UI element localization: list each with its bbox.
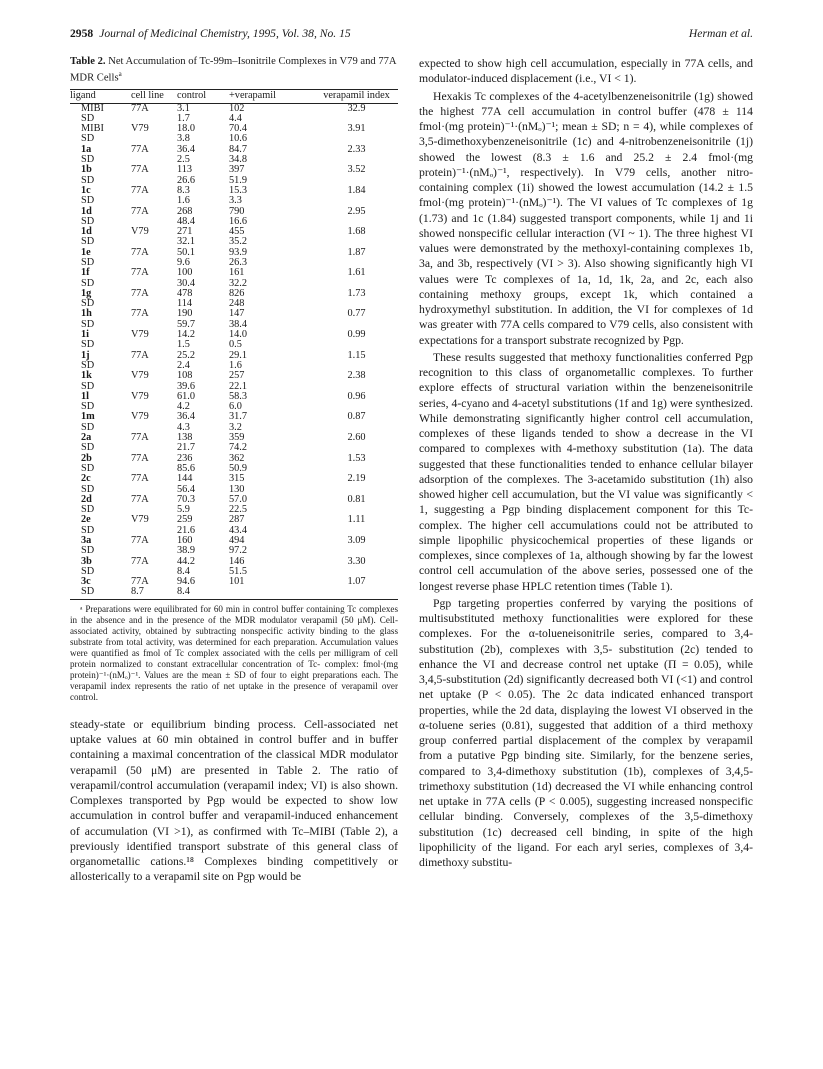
- table-cell-verapamil: 826: [229, 287, 245, 299]
- table-cell-control: 4.2: [177, 401, 190, 413]
- table-cell-vi: [315, 587, 398, 599]
- table-cell-verapamil: 14.0: [229, 329, 248, 341]
- table-cell-cell: 77A: [131, 164, 149, 176]
- table-cell-ligand: 2d: [81, 493, 92, 505]
- table-cell-ligand: SD: [81, 380, 95, 392]
- table-cell-control: 39.6: [177, 380, 196, 392]
- table-cell-cell: 77A: [131, 102, 149, 114]
- col-header-verapamil: +verapamil: [229, 89, 276, 101]
- table-cell-control: 190: [177, 308, 193, 320]
- table-cell-ligand: SD: [81, 483, 95, 495]
- table-caption: [70, 56, 398, 85]
- table-cell-cell: 77A: [131, 205, 149, 217]
- table-cell-verapamil: 34.8: [229, 154, 248, 166]
- table-cell-verapamil: 248: [229, 298, 245, 310]
- table-cell-control: 56.4: [177, 483, 196, 495]
- table-cell-cell: V79: [131, 226, 149, 238]
- table-cell-vi: [315, 196, 398, 206]
- table-cell-verapamil: 84.7: [229, 143, 248, 155]
- table-cell-verapamil: 16.6: [229, 215, 248, 227]
- left-body-text: steady-state or equilibrium binding process. Cell-associated net uptake values at 60 min obtained in control buffer and in buffer containing a maximal concentration of the classical MDR modulator verapamil (50 μM) are presented in Table 2. The ratio of verapamil/control accumulation (verapamil index; VI) is also shown. Complexes transported by Pgp would be expected to show low accumulation in control buffer and verapamil-induced enhancement of accumulation (VI >1), as confirmed with Tc–MIBI (Table 2), a previously identified transport substrate of this general class of organometallic cations.¹⁸ Complexes binding competitively or allosterically to a verapamil site on Pgp would be: [70, 717, 398, 884]
- table-cell-verapamil: 287: [229, 514, 245, 526]
- table-cell-control: 1.6: [177, 195, 190, 207]
- table-cell-control: 100: [177, 267, 193, 279]
- table-cell-cell: V79: [131, 390, 149, 402]
- table-cell-ligand: SD: [81, 174, 95, 186]
- table-cell-cell: 8.7: [131, 587, 177, 599]
- table-cell-ligand: MIBI: [81, 102, 104, 114]
- table-cell-ligand: SD: [81, 112, 95, 124]
- table-cell-ligand: 1h: [81, 308, 92, 320]
- table-cell-control: 8.4: [177, 565, 190, 577]
- table-cell-ligand: SD: [70, 587, 131, 599]
- table-cell-verapamil: 29.1: [229, 349, 248, 361]
- table-cell-verapamil: 38.4: [229, 318, 248, 330]
- table-cell-ligand: SD: [81, 215, 95, 227]
- table-cell-ligand: 1j: [81, 349, 90, 361]
- table-cell-control: 478: [177, 287, 193, 299]
- table-cell-control: 32.1: [177, 236, 196, 248]
- table-cell-ligand: 2e: [81, 514, 91, 526]
- table-cell-verapamil: 93.9: [229, 246, 248, 258]
- table-cell-control: 30.4: [177, 277, 196, 289]
- table-cell-ligand: 1a: [81, 143, 92, 155]
- table-cell-ligand: 2c: [81, 473, 91, 485]
- table-cell-verapamil: 161: [229, 267, 245, 279]
- table-cell-ligand: 1m: [81, 411, 95, 423]
- table-cell-ligand: SD: [81, 318, 95, 330]
- table-cell-verapamil: 10.6: [229, 133, 248, 145]
- table-cell-ligand: SD: [81, 565, 95, 577]
- table-cell-cell: 77A: [131, 432, 149, 444]
- table-cell-verapamil: 146: [229, 555, 245, 567]
- right-column: [419, 56, 753, 870]
- table-cell-cell: 77A: [131, 452, 149, 464]
- table-cell-cell: V79: [131, 411, 149, 423]
- table-footnote: ᵃ Preparations were equilibrated for 60 min in control buffer containing Tc complexes in the absence and in the presence of the MDR modulator verapamil (50 μM). Cell-associated activity, obtained by subtracting nonspecific activity binding to the glass substrate from total activity, was determined for each preparation. Accumulation values were quantified as fmol of Tc complex associated with the cells per milligram of cell protein normalized to constant extracellular concentration of Tc- complex: fmol·(mg protein)⁻¹·(nMₒ)⁻¹. Values are the mean ± SD of four to eight preparations each. The verapamil index represents the ratio of net uptake in the presence of verapamil over control.: [70, 603, 398, 702]
- table-cell-verapamil: 22.5: [229, 504, 248, 516]
- table-cell-verapamil: 50.9: [229, 462, 248, 474]
- table-cell-verapamil: 6.0: [229, 401, 242, 413]
- table-cell-verapamil: [229, 587, 315, 599]
- table-cell-verapamil: 130: [229, 483, 245, 495]
- table-cell-ligand: 3c: [81, 576, 91, 588]
- table-body: [70, 103, 398, 599]
- table-cell-verapamil: 4.4: [229, 112, 242, 124]
- table-cell-verapamil: 74.2: [229, 442, 248, 454]
- table-cell-verapamil: 494: [229, 535, 245, 546]
- table-cell-verapamil: 43.4: [229, 524, 248, 536]
- page-number: 2958: [70, 27, 94, 40]
- table-cell-verapamil: 22.1: [229, 380, 248, 392]
- table-cell-ligand: 2b: [81, 452, 92, 464]
- table-cell-control: 2.5: [177, 154, 190, 166]
- table-cell-verapamil: 3.3: [229, 195, 242, 207]
- table-title: Net Accumulation of Tc-99m–Isonitrile Complexes in V79 and 77A MDR Cells: [70, 56, 396, 84]
- table-cell-control: 1.7: [177, 112, 190, 124]
- table-cell-cell: 77A: [131, 143, 149, 155]
- table-cell-verapamil: 3.2: [229, 421, 242, 433]
- table-cell-ligand: 1e: [81, 246, 91, 258]
- table-cell-vi: 1.61: [347, 267, 366, 279]
- table-cell-control: 44.2: [177, 555, 196, 567]
- table-cell-verapamil: 102: [229, 102, 245, 114]
- table-cell-control: 3.1: [177, 102, 190, 114]
- table-cell-verapamil: 57.0: [229, 493, 248, 505]
- table-cell-control: 268: [177, 205, 193, 217]
- table-cell-vi: 2.60: [347, 432, 366, 444]
- table-cell-cell: 77A: [131, 246, 149, 258]
- table-cell-vi: 1.53: [347, 452, 366, 464]
- table-cell-cell: 77A: [131, 349, 149, 361]
- table-cell-verapamil: 147: [229, 308, 245, 320]
- table-cell-vi: 1.87: [347, 246, 366, 258]
- table-cell-control: 26.6: [177, 174, 196, 186]
- table-cell-control: 259: [177, 514, 193, 526]
- table-cell-control: 8.3: [177, 184, 190, 196]
- table-cell-cell: [131, 196, 177, 206]
- table-cell-verapamil: 359: [229, 432, 245, 444]
- body-paragraph: These results suggested that methoxy functionalities conferred Pgp recognition to this class of organometallic complexes. To further explore effects of structural variation within the benzeneisonitrile series, 4-cyano and 4-acetyl substitutions (1f and 1g) were synthesized. While demonstrating significantly higher control cell accumulation, complexes of these ligands tended to show a decrease in the VI compared to complexes with 4-methoxy substitution (1a). The data suggested that these functionalities tended to enhance cellular bilayer adsorption of the complexes. The 3-acetamido substitution (1h) also showed higher cell accumulation, but the VI value was significantly < 1, suggesting a Pgp binding displacement component for this Tc-complex. The higher cell accumulations could not be attributed to simple lipophilic physicochemical properties of these ligands or complexes, since complexes of 1a, although showing by far the lowest control cell accumulation of the above series, possessed one of the longest reverse phase HPLC retention times (Table 1).: [419, 350, 753, 593]
- table-cell-control: 2.4: [177, 359, 190, 371]
- table-cell-verapamil: 397: [229, 164, 245, 176]
- table-cell-ligand: SD: [81, 462, 95, 474]
- table-cell-cell: V79: [131, 514, 149, 526]
- table-cell-verapamil: 58.3: [229, 390, 248, 402]
- table-cell-vi: 2.33: [347, 143, 366, 155]
- col-header-ligand: ligand: [70, 89, 96, 101]
- table-cell-control: 5.9: [177, 504, 190, 516]
- accumulation-table: [70, 89, 398, 600]
- table-header-row: [70, 89, 398, 103]
- caption-note-mark: a: [118, 70, 122, 78]
- table-cell-ligand: SD: [81, 236, 95, 248]
- table-cell-ligand: SD: [81, 298, 95, 310]
- table-cell-vi: 0.77: [347, 308, 366, 320]
- table-cell-cell: 77A: [131, 308, 149, 320]
- table-cell-vi: 0.96: [347, 390, 366, 402]
- table-cell-ligand: 1d: [81, 226, 92, 238]
- table-cell-verapamil: 362: [229, 452, 245, 464]
- table-cell-ligand: MIBI: [81, 123, 104, 135]
- table-cell-ligand: SD: [81, 359, 95, 371]
- table-cell-vi: 0.99: [347, 329, 366, 341]
- table-cell-ligand: SD: [81, 154, 95, 166]
- col-header-control: control: [177, 89, 207, 101]
- table-cell-control: 138: [177, 432, 193, 444]
- table-cell-control: 94.6: [177, 576, 196, 588]
- table-cell-vi: 3.09: [347, 535, 366, 546]
- col-header-verapamil-index: verapamil index: [323, 89, 390, 101]
- table-cell-verapamil: 97.2: [229, 545, 248, 557]
- table-cell-vi: 1.15: [347, 349, 366, 361]
- body-paragraph: expected to show high cell accumulation, especially in 77A cells, and modulator-induced displacement (i.e., VI < 1).: [419, 57, 753, 86]
- running-authors: Herman et al.: [688, 27, 753, 40]
- table-cell-verapamil: 455: [229, 226, 245, 238]
- table-cell-control: 21.6: [177, 524, 196, 536]
- table-cell-ligand: 1i: [81, 329, 90, 341]
- table-cell-control: 1.5: [177, 339, 190, 351]
- table-cell-ligand: 1c: [81, 184, 91, 196]
- table-cell-cell: V79: [131, 329, 149, 341]
- table-cell-control: 108: [177, 370, 193, 382]
- table-cell-verapamil: 51.9: [229, 174, 248, 186]
- table-cell-control: 48.4: [177, 215, 196, 227]
- table-cell-verapamil: 70.4: [229, 123, 248, 135]
- table-cell-ligand: SD: [81, 133, 95, 145]
- table-cell-control: 271: [177, 226, 193, 238]
- table-cell-ligand: 1d: [81, 205, 92, 217]
- table-cell-control: 3.8: [177, 133, 190, 145]
- table-cell-verapamil: 15.3: [229, 184, 248, 196]
- table-cell-vi: 2.19: [347, 473, 366, 485]
- table-cell-control: 59.7: [177, 318, 196, 330]
- table-cell-verapamil: 32.2: [229, 277, 248, 289]
- table-cell-verapamil: 790: [229, 205, 245, 217]
- table-cell-control: 14.2: [177, 329, 196, 341]
- table-cell-control: 160: [177, 535, 193, 546]
- table-cell-control: 114: [177, 298, 193, 310]
- table-cell-control: 50.1: [177, 246, 196, 258]
- table-cell-control: 18.0: [177, 123, 196, 135]
- table-cell-ligand: 1l: [81, 390, 90, 402]
- table-cell-vi: 3.91: [347, 123, 366, 135]
- col-header-cell-line: cell line: [131, 89, 164, 101]
- table-cell-control: 85.6: [177, 462, 196, 474]
- table-cell-control: 144: [177, 473, 193, 485]
- table-cell-verapamil: 51.5: [229, 565, 248, 577]
- table-cell-control: 38.9: [177, 545, 196, 557]
- table-cell-vi: 1.73: [347, 287, 366, 299]
- table-cell-control: 8.4: [177, 587, 229, 599]
- table-cell-ligand: 2a: [81, 432, 92, 444]
- table-cell-verapamil: 0.5: [229, 339, 242, 351]
- table-cell-vi: 2.38: [347, 370, 366, 382]
- table-cell-verapamil: 101: [229, 576, 245, 588]
- table-cell-ligand: SD: [81, 442, 95, 454]
- table-cell-ligand: 1k: [81, 370, 92, 382]
- table-cell-vi: 0.81: [347, 493, 366, 505]
- body-paragraph: Hexakis Tc complexes of the 4-acetylbenzeneisonitrile (1g) showed the highest 77A cell accumulation in control buffer (478 ± 114 fmol·(mg protein)⁻¹·(nMₒ)⁻¹; mean ± SD; n = 4), while complexes of 3,5-dimethoxybenzeneisonitrile (1c) and 4-nitrobenzeneisonitrile (1j) showed the lowest (8.3 ± 1.6 and 25.2 ± 2.4 fmol·(mg protein)⁻¹·(nMₒ)⁻¹, respectively). In V79 cells, another nitro-containing complex (1i) showed the lowest accumulation (14.2 ± 1.5 fmol·(mg protein)⁻¹·(nMₒ)⁻¹). The VI values of Tc complexes of 1g (1.73) and 1c (1.84) suggested transport components, while 1j and 1i showed nonspecific cellular interaction (VI ~ 1). The three highest VI values were demonstrated by the methoxyl-containing complexes 1b, 3a, and 3b, respectively (VI > 3). Also showing significantly high VI values were Tc complexes of 1a, 1d, 1k, 2a, and 2c, each also containing methoxy groups, except 1k, which contained a hydroxymethyl substitution. In addition, the VI for complexes of 1d was greater with 77A cells compared to V79 cells, also consistent with expectations for a transport substrate recognized by Pgp.: [419, 89, 753, 347]
- table-row: [70, 577, 398, 587]
- journal-citation: Journal of Medicinal Chemistry, 1995, Vol. 38, No. 15: [99, 27, 351, 40]
- table-cell-cell: 77A: [131, 267, 149, 279]
- table-cell-ligand: SD: [81, 256, 95, 268]
- table-cell-ligand: 3b: [81, 555, 92, 567]
- table-cell-cell: 77A: [131, 535, 149, 546]
- table-cell-cell: 77A: [131, 555, 149, 567]
- table-cell-control: 70.3: [177, 493, 196, 505]
- table-cell-ligand: 1b: [81, 164, 92, 176]
- table-row: [70, 196, 398, 206]
- table-row: [70, 587, 398, 599]
- table-cell-verapamil: 315: [229, 473, 245, 485]
- table-cell-ligand: SD: [81, 195, 95, 207]
- table-cell-verapamil: 1.6: [229, 359, 242, 371]
- table-cell-control: 236: [177, 452, 193, 464]
- table-cell-control: 113: [177, 164, 193, 176]
- table-cell-control: 21.7: [177, 442, 196, 454]
- table-cell-cell: V79: [131, 123, 149, 135]
- left-column: [70, 56, 398, 885]
- table-cell-verapamil: 257: [229, 370, 245, 382]
- table-label: Table 2.: [70, 56, 106, 67]
- table-cell-vi: 0.87: [347, 411, 366, 423]
- table-cell-verapamil: 26.3: [229, 256, 248, 268]
- table-cell-ligand: SD: [81, 339, 95, 351]
- table-cell-vi: 1.68: [347, 226, 366, 238]
- table-cell-ligand: 1g: [81, 287, 92, 299]
- body-paragraph: Pgp targeting properties conferred by varying the positions of multisubstituted methoxy functionalities were explored for these complexes. For the α-tolueneisonitrile series, compared to 3,4-substitution (2b), complexes with 3,5- substitution (2c) tended to enhance the VI and decrease control net uptake (Π = 0.05), while 3,4,5-substitution (2d) significantly decreased both VI (<1) and control net uptake (P < 0.05). The 2c data indicated enhanced transport properties, while the 2d data, displaying the lowest VI observed in the α-toluene series (0.81), suggested that addition of a third methoxy group conferred partial displacement of the complex by verapamil from a putative Pgp binding site. Similarly, for the benzene series, compared to 3,4-dimethoxy substitution (1b), complexes of 3,4,5-trimethoxy substitution (1d) decreased the VI while enhancing control net uptake in 77A cells (P < 0.005), suggesting increased nonspecific cellular binding. Conversely, complexes of the 3,5-dimethoxy substitution (1c) decreased cell binding, in spite of the high lipophilicity of the ligand. For each aryl series, complexes of 3,4-dimethoxy substitu-: [419, 596, 753, 869]
- table-cell-cell: V79: [131, 370, 149, 382]
- table-cell-ligand: SD: [81, 524, 95, 536]
- table-cell-verapamil: 35.2: [229, 236, 248, 248]
- table-cell-ligand: SD: [81, 277, 95, 289]
- table-cell-cell: 77A: [131, 287, 149, 299]
- table-cell-cell: 77A: [131, 493, 149, 505]
- table-cell-vi: 3.52: [347, 164, 366, 176]
- table-cell-vi: 3.30: [347, 555, 366, 567]
- table-cell-cell: 77A: [131, 473, 149, 485]
- table-cell-control: 36.4: [177, 143, 196, 155]
- table-row: [70, 371, 398, 381]
- table-cell-vi: 1.84: [347, 184, 366, 196]
- table-row: [70, 474, 398, 484]
- table-cell-cell: 77A: [131, 576, 149, 588]
- table-cell-ligand: SD: [81, 401, 95, 413]
- table-cell-vi: 32.9: [347, 102, 366, 114]
- running-header: [70, 27, 753, 43]
- table-cell-control: 36.4: [177, 411, 196, 423]
- table-cell-ligand: 3a: [81, 535, 92, 546]
- table-cell-ligand: SD: [81, 545, 95, 557]
- table-cell-control: 4.3: [177, 421, 190, 433]
- table-cell-vi: 1.11: [347, 514, 366, 526]
- table-cell-control: 61.0: [177, 390, 196, 402]
- table-cell-verapamil: 31.7: [229, 411, 248, 423]
- table-cell-ligand: SD: [81, 504, 95, 516]
- table-cell-control: 25.2: [177, 349, 196, 361]
- table-cell-vi: 1.07: [347, 576, 366, 588]
- table-cell-vi: 2.95: [347, 205, 366, 217]
- table-cell-cell: 77A: [131, 184, 149, 196]
- table-cell-ligand: 1f: [81, 267, 90, 279]
- table-cell-ligand: SD: [81, 421, 95, 433]
- table-cell-control: 9.6: [177, 256, 190, 268]
